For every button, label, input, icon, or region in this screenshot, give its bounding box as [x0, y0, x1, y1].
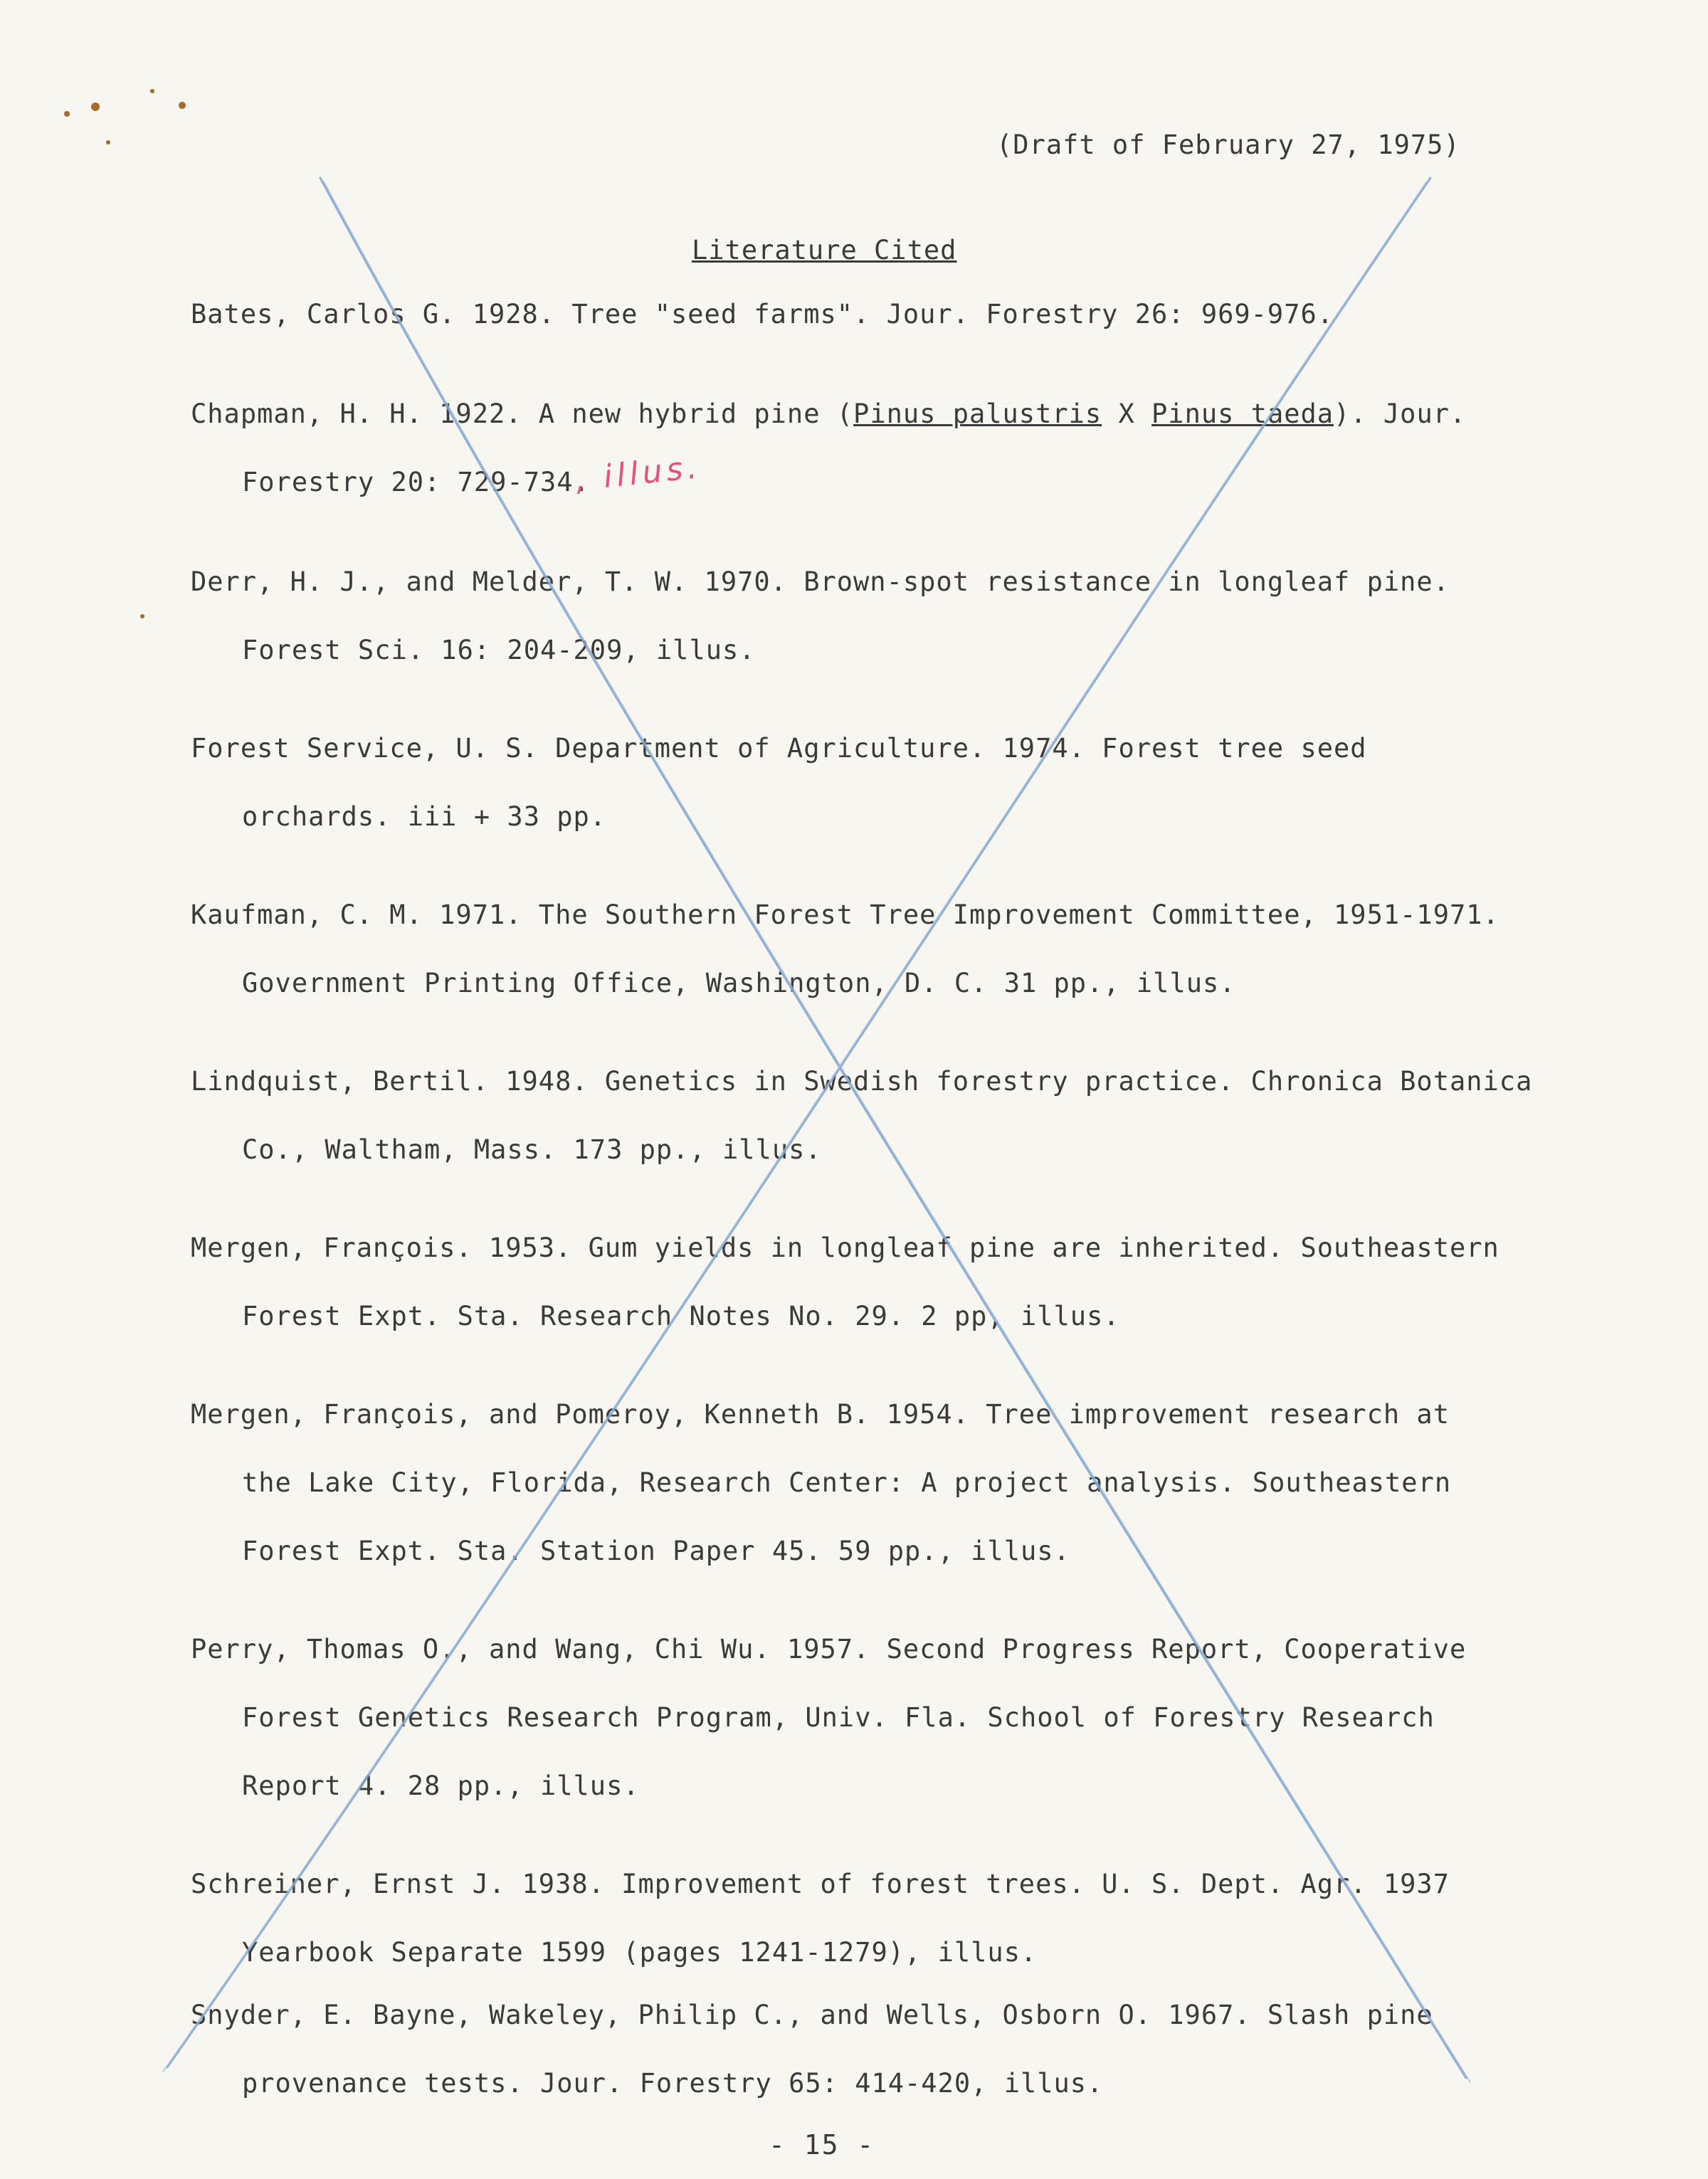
- reference-mergen-pomeroy-line-1: Mergen, François, and Pomeroy, Kenneth B. 1954. Tree improvement research at: [191, 1399, 1450, 1430]
- reference-forest-service-line-2: orchards. iii + 33 pp.: [242, 801, 607, 832]
- chapman-text-post: ). Jour.: [1334, 399, 1467, 429]
- reference-bates-line-1: Bates, Carlos G. 1928. Tree "seed farms". Jour. Forestry 26: 969-976.: [191, 299, 1334, 329]
- cross-out-stroke-descending: [320, 178, 1466, 2078]
- reference-mergen-pomeroy-line-2: the Lake City, Florida, Research Center: A project analysis. Southeastern: [242, 1467, 1452, 1498]
- reference-perry-line-2: Forest Genetics Research Program, Univ. Fla. School of Forestry Research: [242, 1702, 1435, 1733]
- reference-forest-service-line-1: Forest Service, U. S. Department of Agriculture. 1974. Forest tree seed: [191, 733, 1367, 764]
- cross-out-stroke-descending-2: [324, 181, 1470, 2082]
- speck: [140, 614, 144, 618]
- chapman-species-2: Pinus taeda: [1151, 399, 1334, 429]
- reference-schreiner-line-1: Schreiner, Ernst J. 1938. Improvement of forest trees. U. S. Dept. Agr. 1937: [191, 1869, 1450, 1899]
- reference-chapman-line-2: Forestry 20: 729-734.: [242, 467, 590, 497]
- speck: [64, 111, 70, 117]
- reference-perry-line-3: Report 4. 28 pp., illus.: [242, 1771, 640, 1801]
- reference-mergen-1953-line-1: Mergen, François. 1953. Gum yields in longleaf pine are inherited. Southeastern: [191, 1233, 1499, 1263]
- cross-out-stroke-ascending: [167, 178, 1430, 2067]
- reference-lindquist-line-1: Lindquist, Bertil. 1948. Genetics in Swedish forestry practice. Chronica Botanica: [191, 1066, 1533, 1097]
- cross-out-strokes: [163, 178, 1470, 2082]
- speck: [106, 140, 110, 144]
- paper-specks: [64, 89, 186, 618]
- chapman-species-1: Pinus palustris: [853, 399, 1102, 429]
- page-number: - 15 -: [769, 2129, 875, 2160]
- reference-snyder-line-2: provenance tests. Jour. Forestry 65: 414-420, illus.: [242, 2068, 1104, 2099]
- reference-lindquist-line-2: Co., Waltham, Mass. 173 pp., illus.: [242, 1134, 822, 1165]
- draft-date: (Draft of February 27, 1975): [996, 130, 1460, 160]
- reference-kaufman-line-2: Government Printing Office, Washington, D. C. 31 pp., illus.: [242, 968, 1236, 998]
- chapman-text-pre: Chapman, H. H. 1922. A new hybrid pine (: [191, 399, 854, 429]
- reference-perry-line-1: Perry, Thomas O., and Wang, Chi Wu. 1957. Second Progress Report, Cooperative: [191, 1634, 1467, 1664]
- reference-snyder-line-1: Snyder, E. Bayne, Wakeley, Philip C., and Wells, Osborn O. 1967. Slash pine: [191, 2000, 1433, 2030]
- reference-mergen-pomeroy-line-3: Forest Expt. Sta. Station Paper 45. 59 pp., illus.: [242, 1536, 1070, 1566]
- speck: [150, 89, 154, 93]
- speck: [179, 102, 186, 109]
- speck: [91, 102, 100, 111]
- reference-derr-line-1: Derr, H. J., and Melder, T. W. 1970. Brown-spot resistance in longleaf pine.: [191, 566, 1450, 597]
- reference-mergen-1953-line-2: Forest Expt. Sta. Research Notes No. 29. 2 pp, illus.: [242, 1301, 1120, 1331]
- reference-derr-line-2: Forest Sci. 16: 204-209, illus.: [242, 635, 756, 665]
- reference-kaufman-line-1: Kaufman, C. M. 1971. The Southern Forest Tree Improvement Committee, 1951-1971.: [191, 899, 1499, 930]
- reference-schreiner-line-2: Yearbook Separate 1599 (pages 1241-1279), illus.: [242, 1937, 1038, 1968]
- page-title: Literature Cited: [692, 235, 957, 265]
- handwritten-annotation: , illus.: [573, 448, 703, 499]
- chapman-text-mid: X: [1102, 399, 1152, 429]
